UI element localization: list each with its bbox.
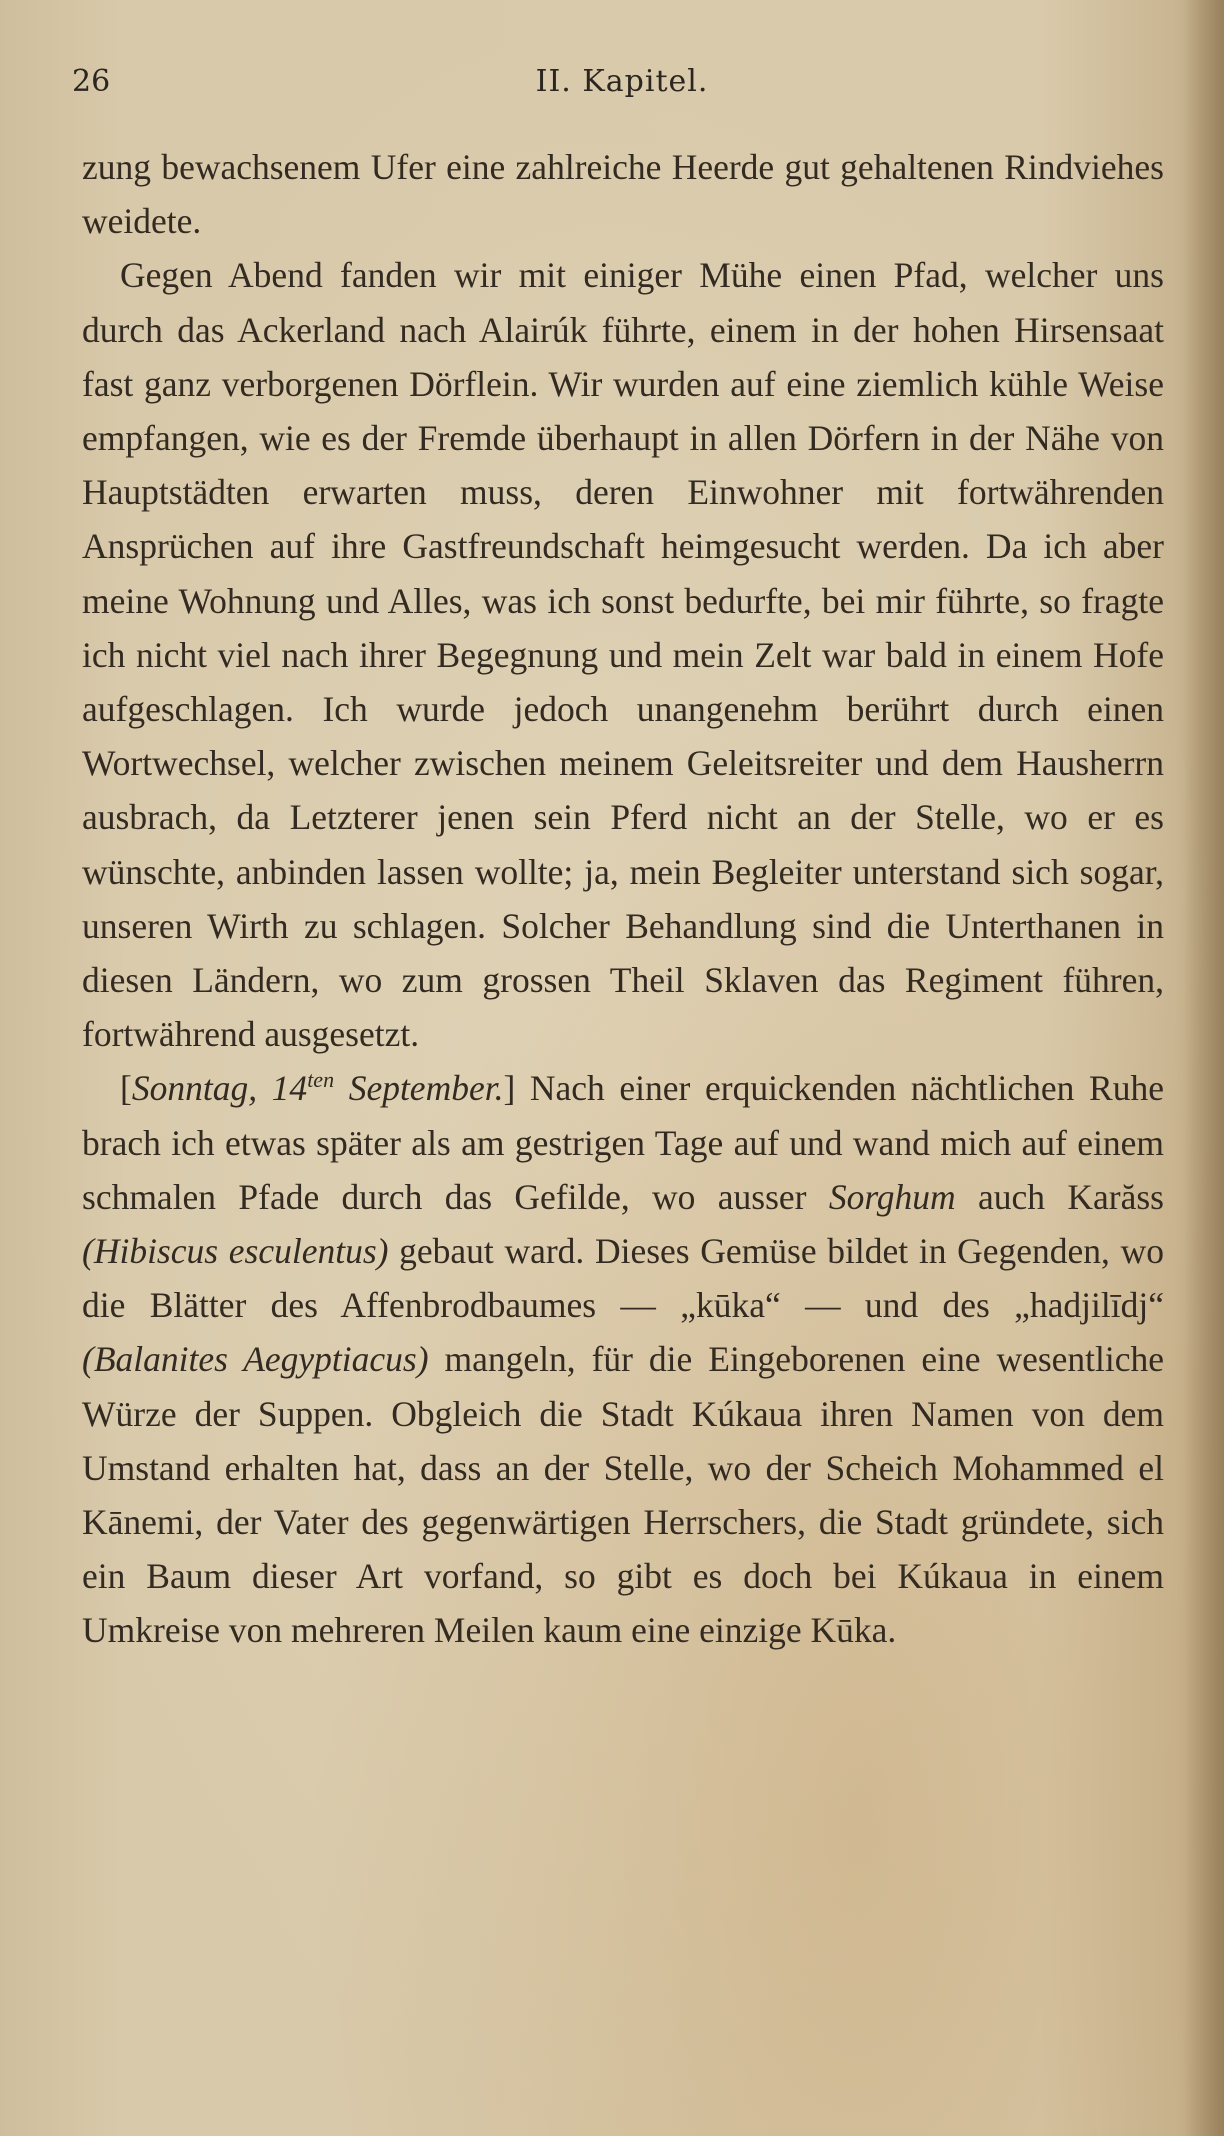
page-edge-shadow [1184, 0, 1224, 2136]
page-number: 26 [72, 64, 111, 99]
term-hibiscus: (Hibiscus esculentus) [82, 1231, 389, 1272]
term-sorghum: Sorghum [828, 1176, 956, 1217]
paragraph-3-text-a: Nach einer erquickenden nächtlichen Ruhe brach ich etwas später als am gestrigen Tage auf und wand mich auf einem schmalen Pfade durch das Gefilde, wo ausser [82, 1068, 1164, 1217]
page-header [72, 64, 1172, 114]
page-body [82, 140, 1164, 1658]
paragraph-3-text-c: gebaut ward. Dieses Gemüse bildet in Gegenden, wo die Blätter des Affenbrodbaumes — „kūka“ — und des „hadjilīdj“ [82, 1231, 1164, 1326]
running-title: II. Kapitel. [535, 64, 709, 99]
paragraph-1: zung bewachsenem Ufer eine zahlreiche Heerde gut gehaltenen Rindviehes weidete. [82, 147, 1164, 242]
term-balanites: (Balanites Aegyptiacus) [82, 1339, 429, 1380]
date-month: September. [334, 1068, 504, 1109]
paragraph-3-text-d: mangeln, für die Eingeborenen eine wesentliche Würze der Suppen. Obgleich die Stadt Kúkaua ihren Namen von dem Umstand erhalten hat, dass an der Stelle, wo der Scheich Mohammed el Kānemi, der Vater des gegenwärtigen Herrschers, die Stadt gründete, sich ein Baum dieser Art vorfand, so gibt es doch bei Kúkaua in einem Umkreise von mehreren Meilen kaum eine einzige Kūka. [82, 1339, 1165, 1651]
date-superscript: ten [307, 1067, 335, 1093]
paragraph-3-text-b: auch Karăss [955, 1176, 1164, 1217]
date-day: Sonntag, 14 [131, 1068, 308, 1109]
date-bracket-open: [ [120, 1068, 132, 1109]
date-bracket-close: ] [503, 1068, 516, 1109]
paragraph-3 [82, 1061, 1164, 1657]
paragraph-2: Gegen Abend fanden wir mit einiger Mühe einen Pfad, welcher uns durch das Ackerland nach Alairúk führte, einem in der hohen Hirsensaat fast ganz verborgenen Dörflein. Wir wurden auf eine ziemlich kühle Weise empfangen, wie es der Fremde überhaupt in allen Dörfern in der Nähe von Hauptstädten erwarten muss, deren Einwohner mit fortwährenden Ansprüchen auf ihre Gastfreundschaft heimgesucht werden. Da ich aber meine Wohnung und Alles, was ich sonst bedurfte, bei mir führte, so fragte ich nicht viel nach ihrer Begegnung und mein Zelt war bald in einem Hofe aufgeschlagen. Ich wurde jedoch unangenehm berührt durch einen Wortwechsel, welcher zwischen meinem Geleitsreiter und dem Hausherrn ausbrach, da Letzterer jenen sein Pferd nicht an der Stelle, wo er es wünschte, anbinden lassen wollte; ja, mein Begleiter unterstand sich sogar, unseren Wirth zu schlagen. Solcher Behandlung sind die Unterthanen in diesen Ländern, wo zum grossen Theil Sklaven das Regiment führen, fortwährend ausgesetzt. [82, 255, 1164, 1055]
